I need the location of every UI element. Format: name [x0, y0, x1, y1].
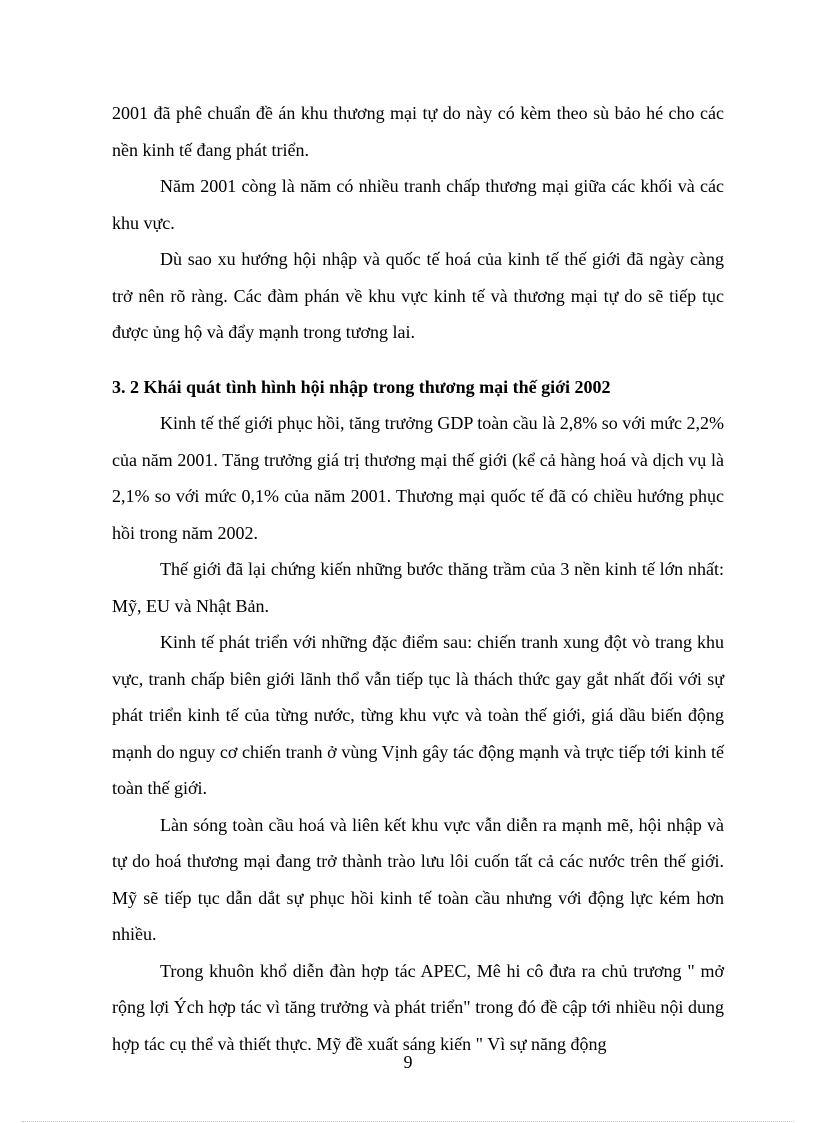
paragraph-three-economies: Thế giới đã lại chứng kiến những bước thăng trầm của 3 nền kinh tế lớn nhất: Mỹ, EU và Nhật Bản.	[112, 559, 724, 616]
footer-divider	[22, 1121, 794, 1122]
page-body	[112, 95, 724, 1062]
paragraph-development-features: Kinh tế phát triển với những đặc điểm sau: chiến tranh xung đột vò trang khu vực, tranh chấp biên giới lãnh thổ vẫn tiếp tục là thách thức gay gắt nhất đối với sự phát triển kinh tế của từng nước, từng khu vực và toàn thế giới, giá dầu biến động mạnh do nguy cơ chiến tranh ở vùng Vịnh gây tác động mạnh và trực tiếp tới kinh tế toàn thế giới.	[112, 632, 724, 798]
paragraph-gdp-growth: Kinh tế thế giới phục hồi, tăng trưởng GDP toàn cầu là 2,8% so với mức 2,2% của năm 2001. Tăng trưởng giá trị thương mại thế giới (kể cả hàng hoá và dịch vụ là 2,1% so với mức 0,1% của năm 2001. Thương mại quốc tế đã có chiều hướng phục hồi trong năm 2002.	[112, 413, 724, 543]
paragraph-continuation: 2001 đã phê chuẩn đề án khu thương mại tự do này có kèm theo sù bảo hé cho các nền kinh tế đang phát triển.	[112, 103, 724, 160]
paragraph-globalization: Làn sóng toàn cầu hoá và liên kết khu vực vẫn diễn ra mạnh mẽ, hội nhập và tự do hoá thương mại đang trở thành trào lưu lôi cuốn tất cả các nước trên thế giới. Mỹ sẽ tiếp tục dẫn dắt sự phục hồi kinh tế toàn cầu nhưng với động lực kém hơn nhiều.	[112, 814, 724, 944]
paragraph-trade-disputes: Năm 2001 còng là năm có nhiều tranh chấp thương mại giữa các khối và các khu vực.	[112, 176, 724, 233]
page-number: 9	[403, 1052, 413, 1072]
paragraph-apec: Trong khuôn khổ diễn đàn hợp tác APEC, Mê hi cô đưa ra chủ trương " mở rộng lợi Ých hợp tác vì tăng trưởng và phát triển" trong đó đề cập tới nhiều nội dung hợp tác cụ thể và thiết thực. Mỹ đề xuất sáng kiến " Vì sự năng động	[112, 960, 724, 1054]
section-gap	[112, 351, 724, 369]
paragraph-integration-trend: Dù sao xu hướng hội nhập và quốc tế hoá của kinh tế thế giới đã ngày càng trở nên rõ ràng. Các đàm phán về khu vực kinh tế và thương mại tự do sẽ tiếp tục được ủng hộ và đẩy mạnh trong tương lai.	[112, 249, 724, 342]
section-heading: 3. 2 Khái quát tình hình hội nhập trong thương mại thế giới 2002	[112, 376, 611, 397]
